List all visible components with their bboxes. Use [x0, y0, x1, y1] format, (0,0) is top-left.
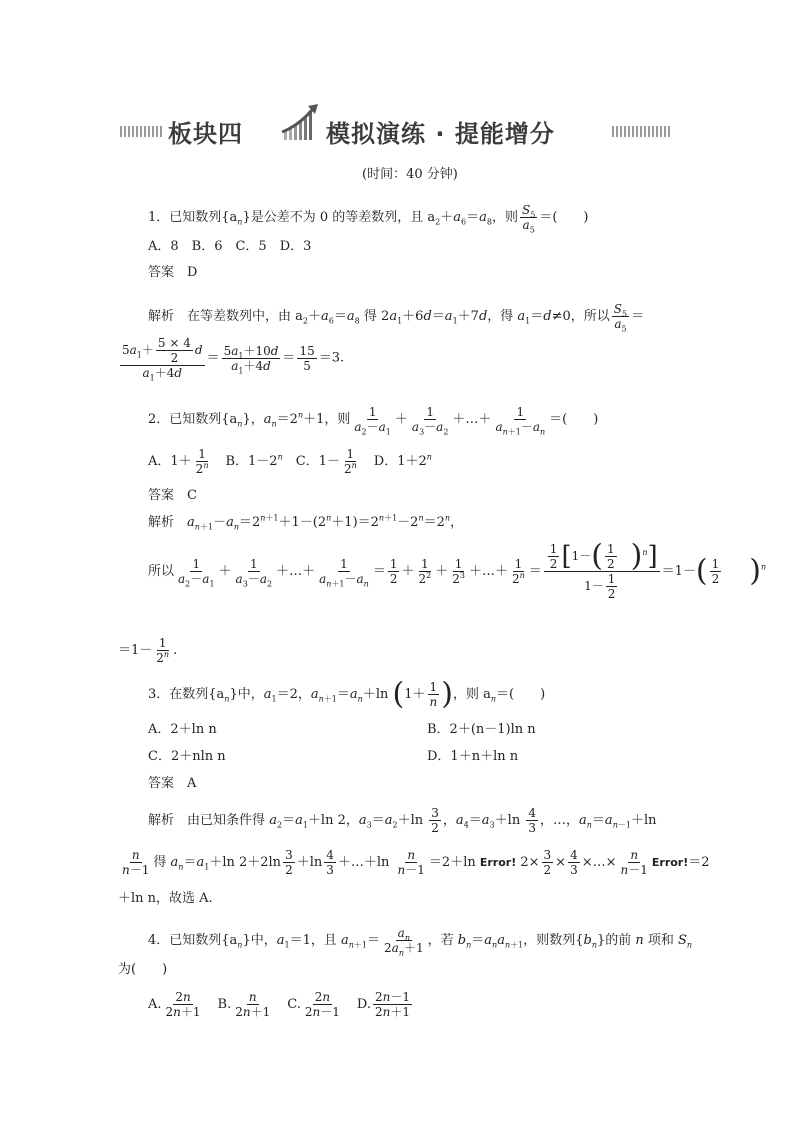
- q2-stem: 2．已知数列$\{a_n\}$，$a_n=2^n+1$，则 $\frac{1}{a_2-a_1}$ ＋ $\frac{1}{a_3-a_2}$ ＋…＋ $\frac{1}{a_{n+1}-a_n}$ ＝( ): [148, 405, 599, 437]
- section-title: 模拟演练 · 提能增分: [326, 120, 555, 148]
- q1-stem: 1．已知数列$\{a_n\}$是公差不为 0 的等差数列，且 $a_2+a_6=a_8$，则 $\frac{S_5}{a_5}$ ＝( ): [148, 203, 589, 235]
- analysis-label: 解析: [148, 515, 175, 530]
- q2-answer: 答案 C: [148, 488, 197, 503]
- header-right-hatch: [612, 126, 672, 137]
- q3-stem: 3．在数列$\{a_n\}$中，$a_1=2$，$a_{n+1}=a_n+\ln$ (1＋ $\frac{1}{n}$ )，则 $a_n=$( ): [148, 676, 546, 712]
- q1-analysis-formula: $5a_1+$ $\frac{5 \times 4}{2}$ d $a_1+4d$ ＝ $\frac{5a_1+10d}{a_1+4d}$ ＝ $\frac{15}{5}$ ＝3.: [122, 336, 345, 383]
- block-label: 板块四: [168, 120, 243, 148]
- answer-label: 答案: [148, 776, 175, 791]
- q3-analysis-2: $\frac{n}{n-1}$ 得 $a_n=a_1+\ln$ 2＋2ln $\frac{3}{2}$ ＋ln $\frac{4}{3}$ ＋…＋ln $\frac{n}{n-1}$ ＝2＋ln Error! 2× $\frac{3}{2}$ × $\frac{4}{3}$ ×…× $\frac{n}{n-1}$ Error!＝2: [122, 848, 710, 877]
- q4-stem: 4．已知数列$\{a_n\}$中，$a_1=1$，且 $a_{n+1}=$ $\frac{a_n}{2a_n+1}$ ，若 $b_n=a_na_{n+1}$，则数列$\{b_n\}$的前 n 项和 $S_n$: [148, 926, 693, 958]
- answer-label: 答案: [148, 488, 175, 503]
- q4-stem-tail: 为( ): [118, 962, 168, 977]
- q1-analysis: 解析 在等差数列中，由 $a_2+a_6=a_8$ 得 $2a_1+6d=a_1+7d$，得 $a_1=d\ne 0$，所以 $\frac{S_5}{a_5}$ ＝: [148, 302, 645, 334]
- q3-answer: 答案 A: [148, 776, 197, 791]
- q3-option-b: B．2＋(n－1)ln n: [427, 722, 536, 737]
- q3-conclusion: ＋ln n，故选 A.: [118, 891, 213, 906]
- q1-answer: 答案 D: [148, 265, 198, 280]
- q2-analysis: 解析 $a_{n+1}-a_n=2^{n+1}+1-(2^n+1)=2^{n+1}-2^n=2^n$，: [148, 513, 464, 532]
- q3-analysis: 解析 由已知条件得 $a_2=a_1+\ln$ 2，$a_3=a_2+\ln$ $\frac{3}{2}$ ，$a_4=a_3+\ln$ $\frac{4}{3}$ ，…，$a_n=a_{n-1}+\ln$: [148, 806, 657, 835]
- q1-options: A．8 B．6 C．5 D．3: [148, 239, 312, 254]
- q2-analysis-sum: 所以 $\frac{1}{a_2-a_1}$ ＋ $\frac{1}{a_3-a_2}$ ＋…＋ $\frac{1}{a_{n+1}-a_n}$ ＝ $\frac{1}{2}$ ＋ $\frac{1}{2^2}$ ＋ $\frac{1}{2^3}$ ＋…＋ $\frac{1}{2^n}$ ＝ $\frac{1}{2}$ [1－( $\frac{1}{2}$ )$^n$] 1－ $\frac{1}{2}$ ＝1－( $\frac{1}{2}$ )$^n$: [148, 538, 767, 601]
- answer-label: 答案: [148, 265, 175, 280]
- q3-option-c: C．2＋nln n: [148, 749, 226, 764]
- analysis-label: 解析: [148, 309, 175, 324]
- q2-analysis-result: ＝1－ $\frac{1}{2^n}$ .: [118, 636, 178, 665]
- q2-options: A．1＋ $\frac{1}{2^n}$ B．$1-2^n$ C．1－ $\frac{1}{2^n}$ D．$1+2^n$: [148, 447, 432, 476]
- q3-option-d: D．1＋n＋ln n: [427, 749, 519, 764]
- q4-options: A. $\frac{2n}{2n+1}$ B. $\frac{n}{2n+1}$ C. $\frac{2n}{2n-1}$ D. $\frac{2n-1}{2n+1}$: [148, 990, 410, 1019]
- q3-option-a: A．2＋ln n: [148, 722, 217, 737]
- analysis-label: 解析: [148, 813, 175, 828]
- rising-chart-icon: [278, 100, 322, 144]
- time-note: (时间：40 分钟): [362, 167, 458, 182]
- header-left-hatch: [120, 126, 162, 137]
